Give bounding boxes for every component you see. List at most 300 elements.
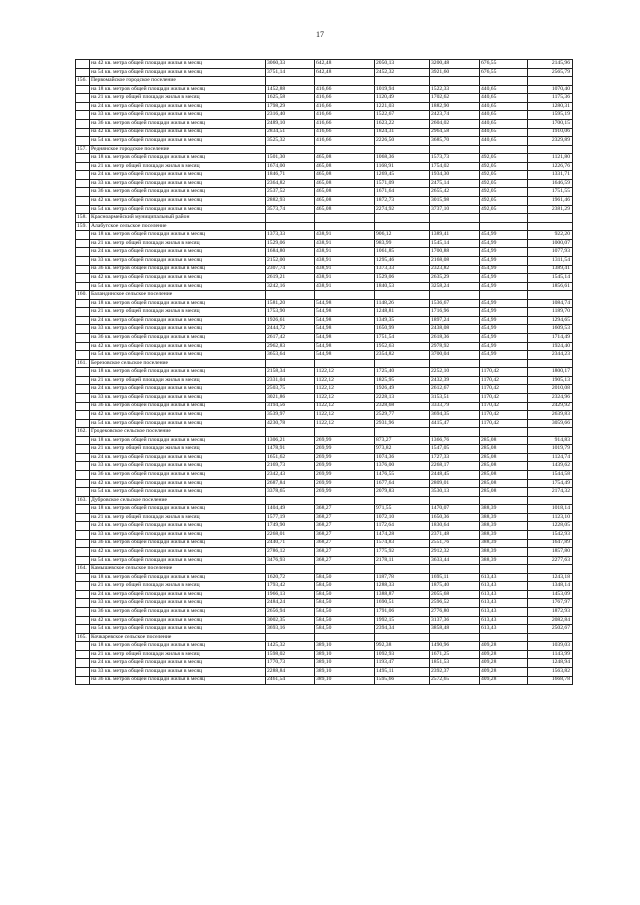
- value-cell-col6: 1545,14: [528, 274, 573, 283]
- value-cell-col3: 1775,92: [375, 548, 430, 557]
- row-label: на 54 кв. метра общей площади жилья в месяц: [90, 556, 266, 565]
- value-cell-col6: 1872,93: [528, 608, 573, 617]
- row-label: на 36 кв. метров общей площади жилья в месяц: [90, 608, 266, 617]
- value-cell-col2: 465,08: [315, 188, 375, 197]
- value-cell-col4: 2432,39: [430, 376, 480, 385]
- value-cell-col1: 3573,74: [266, 205, 315, 214]
- value-cell-col5: 454,99: [480, 265, 528, 274]
- table-row: [76, 171, 573, 180]
- value-cell-col4: 2268,17: [430, 462, 480, 471]
- empty-cell: [315, 633, 375, 642]
- section-number: 161.: [76, 359, 90, 368]
- value-cell-col3: 1269,45: [375, 171, 430, 180]
- section-row: [76, 359, 573, 368]
- value-cell-col1: 1625,58: [266, 94, 315, 103]
- value-cell-col4: 1522,33: [430, 85, 480, 94]
- value-cell-col5: 454,99: [480, 342, 528, 351]
- empty-cell: [375, 428, 430, 437]
- value-cell-col3: 971,55: [375, 505, 430, 514]
- value-cell-col1: 2503,75: [266, 385, 315, 394]
- value-cell-col5: 409,28: [480, 642, 528, 651]
- value-cell-col2: 642,48: [315, 68, 375, 77]
- value-cell-col4: 3258,24: [430, 282, 480, 291]
- value-cell-col3: 1825,95: [375, 376, 430, 385]
- value-cell-col4: 1573,73: [430, 154, 480, 163]
- value-cell-col1: 1529,06: [266, 239, 315, 248]
- value-cell-col4: 1545,14: [430, 239, 480, 248]
- value-cell-col2: 584,50: [315, 582, 375, 591]
- empty-cell: [266, 633, 315, 642]
- value-cell-col3: 1288,33: [375, 582, 430, 591]
- value-cell-col5: 1170,42: [480, 402, 528, 411]
- value-cell-col2: 544,98: [315, 316, 375, 325]
- section-title: Камышевское сельское поселение: [90, 565, 266, 574]
- value-cell-col3: 1074,36: [375, 453, 430, 462]
- empty-cell: [480, 222, 528, 231]
- value-cell-col3: 1376,00: [375, 462, 430, 471]
- value-cell-col5: 388,39: [480, 539, 528, 548]
- value-cell-col5: 613,43: [480, 582, 528, 591]
- value-cell-col1: 1620,72: [266, 573, 315, 582]
- value-cell-col2: 1122,12: [315, 385, 375, 394]
- value-cell-col5: 492,05: [480, 205, 528, 214]
- value-cell-col6: 1084,74: [528, 299, 573, 308]
- value-cell-col3: 1690,51: [375, 599, 430, 608]
- value-cell-col4: 2448,45: [430, 471, 480, 480]
- value-cell-col1: 2288,84: [266, 667, 315, 676]
- value-cell-col4: 2809,01: [430, 479, 480, 488]
- row-number-cell: [76, 676, 90, 685]
- table-row: [76, 368, 573, 377]
- empty-cell: [315, 428, 375, 437]
- value-cell-col4: 1875,40: [430, 582, 480, 591]
- value-cell-col6: 1348,14: [528, 582, 573, 591]
- section-number: 157.: [76, 145, 90, 154]
- table-row: [76, 85, 573, 94]
- table-row: [76, 256, 573, 265]
- value-cell-col4: 3333,79: [430, 402, 480, 411]
- value-cell-col4: 1671,25: [430, 650, 480, 659]
- row-number-cell: [76, 137, 90, 146]
- table-row: [76, 479, 573, 488]
- value-cell-col6: 1700,15: [528, 119, 573, 128]
- value-cell-col4: 2475,14: [430, 179, 480, 188]
- row-number-cell: [76, 171, 90, 180]
- value-cell-col4: 2635,29: [430, 274, 480, 283]
- row-label: на 21 кв. метр общей площади жилья в месяц: [90, 162, 266, 171]
- value-cell-col1: 1478,91: [266, 445, 315, 454]
- table-row: [76, 445, 573, 454]
- section-row: [76, 496, 573, 505]
- value-cell-col6: 1077,93: [528, 248, 573, 257]
- value-cell-col6: 2429,92: [528, 402, 573, 411]
- value-cell-col4: 2618,36: [430, 334, 480, 343]
- table-row: [76, 556, 573, 565]
- value-cell-col6: 1070,40: [528, 85, 573, 94]
- row-label: на 18 кв. метров общей площади жилья в месяц: [90, 573, 266, 582]
- value-cell-col6: 1018,14: [528, 505, 573, 514]
- value-cell-col3: 1574,83: [375, 539, 430, 548]
- value-cell-col3: 1221,03: [375, 102, 430, 111]
- value-cell-col2: 269,99: [315, 488, 375, 497]
- empty-cell: [528, 77, 573, 86]
- row-number-cell: [76, 471, 90, 480]
- row-number-cell: [76, 608, 90, 617]
- value-cell-col6: 1039,03: [528, 642, 573, 651]
- value-cell-col4: 1389,41: [430, 231, 480, 240]
- value-cell-col4: 2604,02: [430, 119, 480, 128]
- section-number: 164.: [76, 565, 90, 574]
- table-row: [76, 522, 573, 531]
- table-row: [76, 299, 573, 308]
- section-number: 165.: [76, 633, 90, 642]
- empty-cell: [430, 565, 480, 574]
- empty-cell: [430, 496, 480, 505]
- value-cell-col5: 492,05: [480, 197, 528, 206]
- value-cell-col1: 3751,14: [266, 68, 315, 77]
- empty-cell: [266, 496, 315, 505]
- row-number-cell: [76, 188, 90, 197]
- row-label: на 42 кв. метра общей площади жилья в месяц: [90, 411, 266, 420]
- value-cell-col3: 2452,32: [375, 68, 430, 77]
- value-cell-col2: 416,66: [315, 94, 375, 103]
- empty-cell: [375, 359, 430, 368]
- empty-cell: [480, 428, 528, 437]
- empty-cell: [266, 214, 315, 223]
- value-cell-col5: 285,08: [480, 436, 528, 445]
- value-cell-col5: 454,99: [480, 351, 528, 360]
- table-row: [76, 128, 573, 137]
- value-cell-col1: 2656,94: [266, 608, 315, 617]
- value-cell-col1: 2882,93: [266, 197, 315, 206]
- value-cell-col3: 2394,34: [375, 625, 430, 634]
- table-row: [76, 676, 573, 685]
- row-number-cell: [76, 522, 90, 531]
- row-label: на 42 кв. метра общей площади жилья в месяц: [90, 616, 266, 625]
- row-label: на 54 кв. метра общей площади жилья в месяц: [90, 282, 266, 291]
- value-cell-col4: 3530,13: [430, 488, 480, 497]
- row-label: на 24 кв. метра общей площади жилья в месяц: [90, 385, 266, 394]
- value-cell-col4: 1490,96: [430, 642, 480, 651]
- value-cell-col6: 1542,93: [528, 530, 573, 539]
- section-title: Гродековское сельское поселение: [90, 428, 266, 437]
- value-cell-col6: 1668,78: [528, 676, 573, 685]
- table-row: [76, 608, 573, 617]
- value-cell-col2: 269,99: [315, 479, 375, 488]
- row-number-cell: [76, 488, 90, 497]
- table-row: [76, 573, 573, 582]
- value-cell-col3: 2228,13: [375, 393, 430, 402]
- table-row: [76, 342, 573, 351]
- value-cell-col3: 1495,11: [375, 667, 430, 676]
- value-cell-col5: 1170,42: [480, 419, 528, 428]
- value-cell-col4: 3700,04: [430, 351, 480, 360]
- value-cell-col1: 1753,90: [266, 308, 315, 317]
- value-cell-col2: 389,10: [315, 650, 375, 659]
- value-cell-col3: 1571,09: [375, 179, 430, 188]
- value-cell-col2: 416,66: [315, 102, 375, 111]
- empty-cell: [315, 77, 375, 86]
- value-cell-col1: 1501,30: [266, 154, 315, 163]
- table-row: [76, 325, 573, 334]
- value-cell-col1: 2364,82: [266, 179, 315, 188]
- value-cell-col1: 4230,78: [266, 419, 315, 428]
- row-number-cell: [76, 530, 90, 539]
- value-cell-col1: 1770,73: [266, 659, 315, 668]
- table-row: [76, 393, 573, 402]
- value-cell-col3: 1248,81: [375, 308, 430, 317]
- value-cell-col3: 2931,96: [375, 419, 430, 428]
- table-row: [76, 659, 573, 668]
- empty-cell: [430, 145, 480, 154]
- value-cell-col4: 2055,68: [430, 590, 480, 599]
- value-cell-col1: 1966,13: [266, 590, 315, 599]
- value-cell-col5: 285,08: [480, 445, 528, 454]
- value-cell-col5: 388,39: [480, 530, 528, 539]
- row-number-cell: [76, 154, 90, 163]
- empty-cell: [528, 359, 573, 368]
- table-row: [76, 239, 573, 248]
- value-cell-col5: 285,08: [480, 471, 528, 480]
- value-cell-col3: 2079,83: [375, 488, 430, 497]
- value-cell-col6: 1453,09: [528, 590, 573, 599]
- section-row: [76, 77, 573, 86]
- value-cell-col3: 1187,78: [375, 573, 430, 582]
- empty-cell: [480, 291, 528, 300]
- section-number: 156.: [76, 77, 90, 86]
- empty-cell: [375, 77, 430, 86]
- value-cell-col5: 492,05: [480, 188, 528, 197]
- row-label: на 21 кв. метр общей площади жилья в месяц: [90, 445, 266, 454]
- row-number-cell: [76, 197, 90, 206]
- value-cell-col3: 1926,49: [375, 385, 430, 394]
- value-cell-col5: 388,39: [480, 505, 528, 514]
- value-cell-col3: 1751,54: [375, 334, 430, 343]
- row-number-cell: [76, 453, 90, 462]
- value-cell-col2: 1122,12: [315, 419, 375, 428]
- row-label: на 33 кв. метра общей площади жилья в месяц: [90, 462, 266, 471]
- housing-cost-table: [75, 59, 573, 685]
- row-number-cell: [76, 128, 90, 137]
- table-row: [76, 188, 573, 197]
- value-cell-col3: 2226,50: [375, 137, 430, 146]
- empty-cell: [315, 214, 375, 223]
- value-cell-col2: 269,99: [315, 471, 375, 480]
- value-cell-col6: 1124,74: [528, 453, 573, 462]
- row-number-cell: [76, 256, 90, 265]
- value-cell-col2: 584,50: [315, 599, 375, 608]
- value-cell-col4: 4415,47: [430, 419, 480, 428]
- table-row: [76, 436, 573, 445]
- empty-cell: [315, 145, 375, 154]
- row-label: на 24 кв. метра общей площади жилья в месяц: [90, 248, 266, 257]
- row-number-cell: [76, 556, 90, 565]
- value-cell-col3: 1092,93: [375, 650, 430, 659]
- empty-cell: [528, 565, 573, 574]
- section-row: [76, 565, 573, 574]
- value-cell-col2: 544,98: [315, 299, 375, 308]
- table-row: [76, 308, 573, 317]
- value-cell-col4: 3015,98: [430, 197, 480, 206]
- table-row: [76, 411, 573, 420]
- row-number-cell: [76, 642, 90, 651]
- value-cell-col6: 1121,80: [528, 154, 573, 163]
- value-cell-col5: 285,08: [480, 462, 528, 471]
- value-cell-col5: 454,99: [480, 231, 528, 240]
- row-label: на 36 кв. метров общей площади жилья в месяц: [90, 676, 266, 685]
- value-cell-col3: 1529,06: [375, 274, 430, 283]
- value-cell-col6: 1389,41: [528, 265, 573, 274]
- table-row: [76, 179, 573, 188]
- value-cell-col5: 440,65: [480, 119, 528, 128]
- value-cell-col5: 613,43: [480, 616, 528, 625]
- section-row: [76, 222, 573, 231]
- row-number-cell: [76, 111, 90, 120]
- value-cell-col2: 584,50: [315, 625, 375, 634]
- value-cell-col1: 2316,40: [266, 111, 315, 120]
- value-cell-col5: 676,55: [480, 68, 528, 77]
- value-cell-col3: 1476,55: [375, 471, 430, 480]
- value-cell-col2: 416,66: [315, 128, 375, 137]
- value-cell-col3: 1992,15: [375, 616, 430, 625]
- value-cell-col5: 492,05: [480, 171, 528, 180]
- row-label: на 54 кв. метра общей площади жилья в месяц: [90, 137, 266, 146]
- row-label: на 18 кв. метров общей площади жилья в месяц: [90, 154, 266, 163]
- value-cell-col4: 1851,53: [430, 659, 480, 668]
- value-cell-col2: 389,10: [315, 659, 375, 668]
- row-label: на 42 кв. метра общей площади жилья в месяц: [90, 274, 266, 283]
- value-cell-col1: 2440,71: [266, 539, 315, 548]
- row-label: на 42 кв. метра общей площади жилья в месяц: [90, 60, 266, 69]
- value-cell-col6: 1609,53: [528, 325, 573, 334]
- empty-cell: [480, 359, 528, 368]
- value-cell-col3: 873,27: [375, 436, 430, 445]
- value-cell-col3: 1072,10: [375, 513, 430, 522]
- section-number: 160.: [76, 291, 90, 300]
- empty-cell: [528, 222, 573, 231]
- row-label: на 42 кв. метра общей площади жилья в месяц: [90, 342, 266, 351]
- row-label: на 18 кв. метров общей площади жилья в месяц: [90, 436, 266, 445]
- value-cell-col4: 2168,08: [430, 256, 480, 265]
- section-row: [76, 633, 573, 642]
- value-cell-col4: 2438,08: [430, 325, 480, 334]
- value-cell-col2: 368,27: [315, 513, 375, 522]
- value-cell-col3: 1952,63: [375, 342, 430, 351]
- row-label: на 36 кв. метров общей площади жилья в месяц: [90, 471, 266, 480]
- row-number-cell: [76, 179, 90, 188]
- value-cell-col2: 584,50: [315, 616, 375, 625]
- section-row: [76, 291, 573, 300]
- section-row: [76, 214, 573, 223]
- value-cell-col4: 1650,36: [430, 513, 480, 522]
- value-cell-col2: 465,08: [315, 197, 375, 206]
- value-cell-col2: 544,98: [315, 325, 375, 334]
- value-cell-col5: 454,99: [480, 274, 528, 283]
- row-label: на 18 кв. метров общей площади жилья в месяц: [90, 85, 266, 94]
- value-cell-col1: 1452,88: [266, 85, 315, 94]
- empty-cell: [430, 222, 480, 231]
- value-cell-col4: 1897,24: [430, 316, 480, 325]
- value-cell-col1: 1651,62: [266, 453, 315, 462]
- value-cell-col5: 409,28: [480, 667, 528, 676]
- value-cell-col1: 2268,01: [266, 530, 315, 539]
- empty-cell: [528, 145, 573, 154]
- empty-cell: [430, 633, 480, 642]
- row-number-cell: [76, 411, 90, 420]
- row-label: на 54 кв. метра общей площади жилья в месяц: [90, 488, 266, 497]
- row-number-cell: [76, 274, 90, 283]
- value-cell-col6: 1248,94: [528, 659, 573, 668]
- empty-cell: [375, 496, 430, 505]
- value-cell-col5: 440,65: [480, 128, 528, 137]
- value-cell-col2: 584,50: [315, 573, 375, 582]
- value-cell-col2: 1122,12: [315, 368, 375, 377]
- section-title: Красноармейский муниципальный район: [90, 214, 266, 223]
- value-cell-col6: 2381,29: [528, 205, 573, 214]
- value-cell-col4: 1934,30: [430, 171, 480, 180]
- value-cell-col3: 1677,64: [375, 479, 430, 488]
- value-cell-col1: 2619,21: [266, 274, 315, 283]
- value-cell-col5: 454,99: [480, 299, 528, 308]
- value-cell-col6: 1000,07: [528, 239, 573, 248]
- value-cell-col1: 1926,61: [266, 316, 315, 325]
- value-cell-col3: 1172,64: [375, 522, 430, 531]
- empty-cell: [266, 359, 315, 368]
- value-cell-col1: 1674,00: [266, 162, 315, 171]
- value-cell-col6: 1226,76: [528, 162, 573, 171]
- value-cell-col6: 1311,54: [528, 256, 573, 265]
- value-cell-col1: 3476,93: [266, 556, 315, 565]
- value-cell-col6: 2565,79: [528, 68, 573, 77]
- value-cell-col5: 388,39: [480, 513, 528, 522]
- row-number-cell: [76, 625, 90, 634]
- value-cell-col4: 2572,65: [430, 676, 480, 685]
- row-number-cell: [76, 590, 90, 599]
- value-cell-col2: 584,50: [315, 590, 375, 599]
- table-row: [76, 205, 573, 214]
- row-label: на 33 кв. метра общей площади жилья в месяц: [90, 530, 266, 539]
- row-label: на 42 кв. метра общей площади жилья в месяц: [90, 128, 266, 137]
- row-label: на 36 кв. метров общей площади жилья в месяц: [90, 402, 266, 411]
- row-label: на 54 кв. метра общей площади жилья в месяц: [90, 205, 266, 214]
- value-cell-col5: 454,99: [480, 334, 528, 343]
- empty-cell: [266, 222, 315, 231]
- row-label: на 24 кв. метра общей площади жилья в месяц: [90, 522, 266, 531]
- row-label: на 18 кв. метров общей площади жилья в месяц: [90, 299, 266, 308]
- empty-cell: [375, 222, 430, 231]
- value-cell-col2: 389,10: [315, 676, 375, 685]
- value-cell-col2: 544,98: [315, 334, 375, 343]
- table-row: [76, 385, 573, 394]
- value-cell-col1: 1373,33: [266, 231, 315, 240]
- value-cell-col4: 2776,80: [430, 608, 480, 617]
- row-label: на 36 кв. метров общей площади жилья в месяц: [90, 265, 266, 274]
- value-cell-col5: 676,55: [480, 60, 528, 69]
- value-cell-col5: 285,08: [480, 453, 528, 462]
- value-cell-col5: 454,99: [480, 325, 528, 334]
- value-cell-col4: 3694,35: [430, 411, 480, 420]
- value-cell-col6: 1647,89: [528, 539, 573, 548]
- value-cell-col1: 2331,04: [266, 376, 315, 385]
- table-row: [76, 316, 573, 325]
- row-label: на 33 кв. метра общей площади жилья в месяц: [90, 256, 266, 265]
- value-cell-col6: 1143,99: [528, 650, 573, 659]
- value-cell-col5: 613,43: [480, 599, 528, 608]
- row-label: на 21 кв. метр общей площади жилья в месяц: [90, 650, 266, 659]
- empty-cell: [528, 496, 573, 505]
- row-number-cell: [76, 462, 90, 471]
- table-row: [76, 667, 573, 676]
